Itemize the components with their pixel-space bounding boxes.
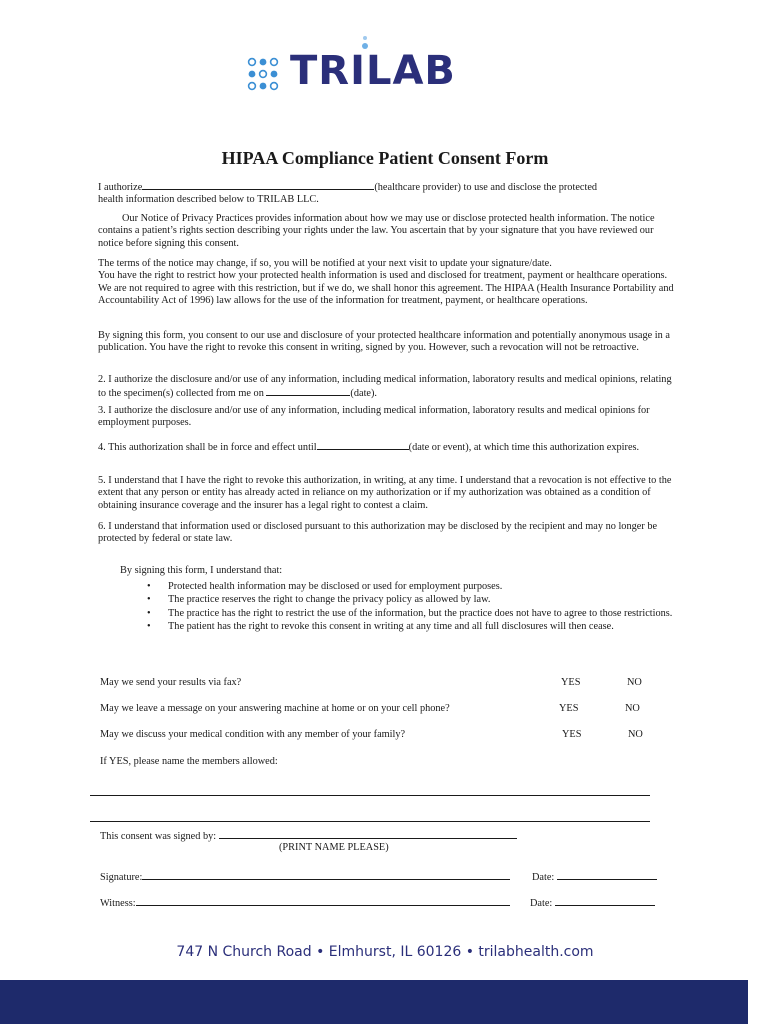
question-message: May we leave a message on your answering machine at home or on your cell phone? xyxy=(100,703,450,714)
provider-blank-field[interactable] xyxy=(142,180,374,190)
trilab-logo xyxy=(246,34,466,98)
terms-paragraph xyxy=(98,258,676,307)
witness-field[interactable] xyxy=(136,896,510,906)
terms-line1: The terms of the notice may change, if so, you will be notified at your next visit to update your signature/date. xyxy=(98,258,552,269)
message-yes-option[interactable]: YES xyxy=(559,703,579,714)
print-name-hint: (PRINT NAME PLEASE) xyxy=(279,842,389,853)
signature-date-label: Date: xyxy=(532,872,555,883)
family-no-option[interactable]: NO xyxy=(628,729,643,740)
item-2-suffix: (date). xyxy=(350,388,378,400)
expiry-blank-field[interactable] xyxy=(317,440,409,450)
witness-label: Witness: xyxy=(100,898,136,909)
members-label: If YES, please name the members allowed: xyxy=(100,756,278,767)
logo-wordmark: TRILAB xyxy=(290,48,456,94)
authorize-suffix: (healthcare provider) to use and disclose the protected xyxy=(374,182,598,193)
list-item: • The practice reserves the right to change the privacy policy as allowed by law. xyxy=(147,594,491,606)
question-family: May we discuss your medical condition with any member of your family? xyxy=(100,729,406,740)
list-item: • The practice has the right to restrict the use of the information, but the practice does not have to agree to those restrictions. xyxy=(147,607,673,619)
page-title: HIPAA Compliance Patient Consent Form xyxy=(221,148,549,168)
family-yes-option[interactable]: YES xyxy=(562,729,582,740)
signed-by-label: This consent was signed by: xyxy=(100,831,217,842)
witness-date-row xyxy=(530,896,655,909)
notice-paragraph: Our Notice of Privacy Practices provides information about how we may use or disclose protected health information. The notice contains a patient’s rights section describing your rights under the law. You ascertain that by your signature that you have reviewed our notice before signing this consent. xyxy=(98,213,655,249)
item-3: 3. I authorize the disclosure and/or use of any information, including medical information, laboratory results and medical opinions for employment purposes. xyxy=(98,405,650,429)
list-item: • The patient has the right to revoke this consent in writing at any time and all full disclosures will then cease. xyxy=(147,621,614,633)
item-2 xyxy=(98,374,676,401)
signature-row xyxy=(100,870,510,883)
specimen-date-blank[interactable] xyxy=(266,386,350,396)
bullet-icon: • xyxy=(147,594,151,606)
footer-address: 747 N Church Road • Elmhurst, IL 60126 • trilabhealth.com xyxy=(176,944,594,960)
understand-list xyxy=(120,580,680,634)
witness-date-field[interactable] xyxy=(555,896,655,906)
item-2-text: 2. I authorize the disclosure and/or use of any information, including medical information, laboratory results and medical opinions, relating to the specimen(s) collected from me on xyxy=(98,374,672,400)
item-4-prefix: 4. This authorization shall be in force and effect until xyxy=(98,442,317,453)
print-name-field[interactable] xyxy=(219,829,517,839)
signature-field[interactable] xyxy=(142,870,510,880)
bullet-icon: • xyxy=(147,580,151,592)
terms-line2: You have the right to restrict how your protected health information is used and disclosed for treatment, payment or healthcare operations. We are not required to agree with this restriction, but if we do, we shall honor this agreement. The HIPAA (Health Insurance Portability and Accountability Act of 1996) law allows for the use of the information for treatment, payment, or healthcare operations. xyxy=(98,270,674,306)
signature-label: Signature: xyxy=(100,872,143,883)
signing-consent-paragraph: By signing this form, you consent to our use and disclosure of your protected healthcare information and potentially anonymous usage in a publication. You have the right to revoke this consent in writing, signed by you. However, such a revocation will not be retroactive. xyxy=(98,330,670,354)
members-line-2[interactable] xyxy=(90,821,650,822)
signature-date-row xyxy=(532,870,657,883)
bottom-bar xyxy=(0,980,748,1024)
witness-date-label: Date: xyxy=(530,898,553,909)
message-no-option[interactable]: NO xyxy=(625,703,640,714)
item-5: 5. I understand that I have the right to revoke this authorization, in writing, at any time. I understand that a revocation is not effective to the extent that any person or entity has already acted in reliance on my authorization or if my authorization was obtained as a condition of obtaining insurance coverage and the insurer has a legal right to contest a claim. xyxy=(98,475,672,511)
authorize-paragraph xyxy=(98,180,676,207)
witness-row xyxy=(100,896,510,909)
item-4-suffix: (date or event), at which time this authorization expires. xyxy=(408,442,640,453)
signed-by-row xyxy=(100,829,517,842)
fax-no-option[interactable]: NO xyxy=(627,677,642,688)
item-6: 6. I understand that information used or disclosed pursuant to this authorization may be disclosed by the recipient and may no longer be protected by federal or state law. xyxy=(98,521,658,545)
authorize-prefix: I authorize xyxy=(98,182,143,193)
bullet-icon: • xyxy=(147,621,151,633)
list-item: • Protected health information may be disclosed or used for employment purposes. xyxy=(147,580,503,592)
authorize-line2: health information described below to TRILAB LLC. xyxy=(98,194,319,206)
bullet-icon: • xyxy=(147,607,151,619)
question-fax: May we send your results via fax? xyxy=(100,677,242,688)
understand-intro: By signing this form, I understand that: xyxy=(120,565,283,576)
signature-date-field[interactable] xyxy=(557,870,657,880)
members-line-1[interactable] xyxy=(90,795,650,796)
fax-yes-option[interactable]: YES xyxy=(561,677,581,688)
understand-section xyxy=(120,564,680,634)
item-4 xyxy=(98,440,676,454)
